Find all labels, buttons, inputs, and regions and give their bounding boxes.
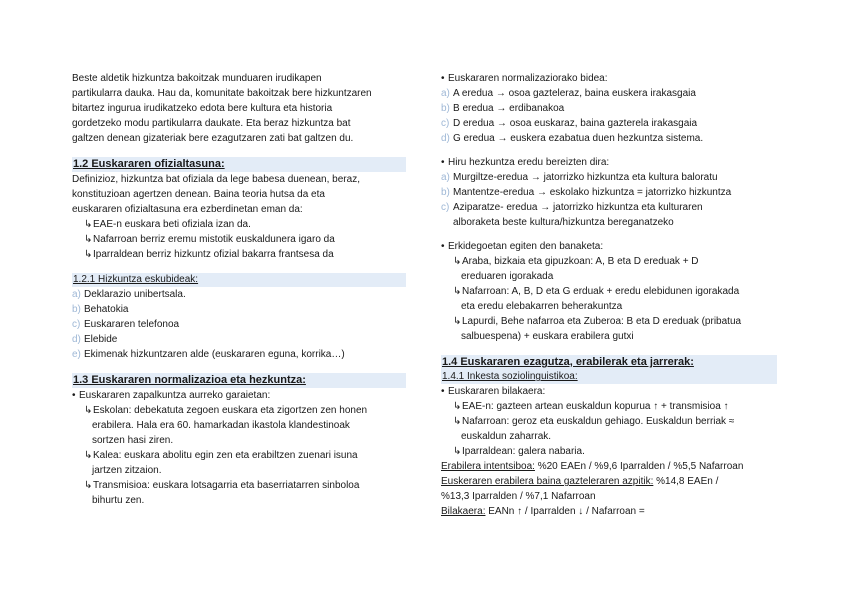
sub-arrow-icon: ↳ — [84, 450, 93, 461]
sub-arrow-icon: ↳ — [84, 219, 93, 230]
list-item-text: B eredua → erdibanakoa — [453, 103, 565, 114]
section-heading-1-2: 1.2 Euskararen ofizialtasuna: — [72, 157, 406, 172]
text-line: alboraketa beste kultura/hizkuntza bereganatzeko — [453, 217, 674, 228]
list-letter: d) — [72, 334, 81, 345]
list-item-text: Nafarroan: A, B, D eta G erduak + eredu elebidunen igorakada — [462, 286, 740, 297]
text-line: %13,3 Iparralden / %7,1 Nafarroan — [441, 491, 596, 502]
section-heading-1-4-1: 1.4.1 Inkesta soziolinguistikoa: — [441, 370, 777, 384]
list-letter: b) — [72, 304, 81, 315]
stat-line — [441, 504, 777, 519]
list-item — [441, 101, 777, 116]
list-letter: d) — [441, 133, 450, 144]
sub-arrow-icon: ↳ — [84, 234, 93, 245]
sub-arrow-icon: ↳ — [453, 446, 462, 457]
list-item-text: Murgiltze-eredua → jatorrizko hizkuntza eta kultura baloratu — [453, 172, 718, 183]
list-item-text: Eskolan: debekatuta zegoen euskara eta zigortzen zen honen — [93, 405, 368, 416]
text-line: ereduaren igorakada — [461, 271, 554, 282]
list-letter: c) — [72, 319, 81, 330]
list-item-text: Nafarroan: geroz eta euskaldun gehiago. Euskaldun berriak ≈ — [462, 416, 735, 427]
list-item-text: Araba, bizkaia eta gipuzkoan: A, B eta D ereduak + D — [462, 256, 699, 267]
text-line: jartzen zitzaion. — [92, 465, 162, 476]
list-item — [72, 302, 406, 317]
list-item — [441, 314, 777, 329]
sub-arrow-icon: ↳ — [84, 405, 93, 416]
list-item — [72, 332, 406, 347]
list-item-text: Kalea: euskara abolitu egin zen eta erabiltzen zuenari isuna — [93, 450, 358, 461]
stat-value: %20 EAEn / %9,6 Iparralden / %5,5 Nafarroan — [534, 461, 744, 472]
list-letter: b) — [441, 103, 450, 114]
list-item-text: Iparraldean: galera nabaria. — [462, 446, 585, 457]
text-line: euskararen ofizialtasuna era ezberdinetan eman da: — [72, 204, 303, 215]
list-item — [441, 185, 777, 200]
list-item — [441, 399, 777, 414]
list-letter: b) — [441, 187, 450, 198]
list-item-text: Transmisioa: euskara lotsagarria eta baserriatarren sinboloa — [93, 480, 360, 491]
list-item — [72, 448, 406, 463]
list-item-text: Mantentze-eredua → eskolako hizkuntza = jatorrizko hizkuntza — [453, 187, 732, 198]
bullet-icon: • — [441, 386, 445, 397]
stat-label: Erabilera intentsiboa: — [441, 461, 535, 472]
text-line: partikularra dauka. Hau da, komunitate bakoitzak bere hizkuntzaren — [72, 88, 372, 99]
list-item-text: EAE-n euskara beti ofiziala izan da. — [93, 219, 251, 230]
text-line: Beste aldetik hizkuntza bakoitzak munduaren irudikapen — [72, 73, 322, 84]
text-line: bihurtu zen. — [92, 495, 145, 506]
list-item-text: Nafarroan berriz eremu mistotik euskaldunera igaro da — [93, 234, 335, 245]
sub-arrow-icon: ↳ — [453, 286, 462, 297]
list-letter: a) — [72, 289, 81, 300]
list-item — [72, 232, 406, 247]
list-item — [72, 287, 406, 302]
text-line: gordetzeko modu partikularra daukate. Eta beraz hizkuntza bat — [72, 118, 351, 129]
list-lead: • Hiru hezkuntza eredu bereizten dira: — [441, 157, 610, 168]
list-letter: c) — [441, 202, 450, 213]
list-item-text: Aziparatze- eredua → jatorrizko hizkuntza eta kulturaren — [453, 202, 703, 213]
list-item-text: Behatokia — [84, 304, 129, 315]
left-column — [72, 71, 406, 508]
bullet-icon: • — [72, 390, 76, 401]
list-lead: • Euskararen zapalkuntza aurreko garaietan: — [72, 390, 271, 401]
list-item — [72, 317, 406, 332]
section-heading-1-2-1: 1.2.1 Hizkuntza eskubideak: — [72, 273, 406, 287]
stat-value: %14,8 EAEn / — [653, 476, 719, 487]
list-item-text: Euskararen telefonoa — [84, 319, 180, 330]
list-item — [441, 170, 777, 185]
text-line: galtzen denean gizateriak bere ezagutzaren zati bat galtzen du. — [72, 133, 354, 144]
section-heading-1-4: 1.4 Euskararen ezagutza, erabilerak eta jarrerak: — [441, 355, 777, 370]
text-line: bitartez ingurua irudikatzeko edota bere kultura eta historia — [72, 103, 333, 114]
list-item-text: A eredua → osoa gazteleraz, baina euskera irakasgaia — [453, 88, 696, 99]
list-item-text: Deklarazio unibertsala. — [84, 289, 186, 300]
stat-label: Bilakaera: — [441, 506, 486, 517]
list-item — [72, 217, 406, 232]
stat-label: Euskeraren erabilera baina gazteleraren azpitik: — [441, 476, 654, 487]
list-item — [441, 444, 777, 459]
stat-value: EANn ↑ / Iparralden ↓ / Nafarroan = — [485, 506, 645, 517]
text-line: eta eredu elebakarren beherakuntza — [461, 301, 623, 312]
text-line: konstituzioan agertzen denean. Baina teoria hutsa da eta — [72, 189, 325, 200]
list-item — [72, 478, 406, 493]
list-lead: • Euskararen bilakaera: — [441, 386, 546, 397]
list-item — [441, 131, 777, 146]
list-item-text: Ekimenak hizkuntzaren alde (euskararen eguna, korrika…) — [84, 349, 345, 360]
list-item-text: Elebide — [84, 334, 118, 345]
list-item — [441, 116, 777, 131]
section-heading-1-3: 1.3 Euskararen normalizazioa eta hezkuntza: — [72, 373, 406, 388]
sub-arrow-icon: ↳ — [453, 401, 462, 412]
list-item — [441, 86, 777, 101]
list-item — [72, 247, 406, 262]
text-line: sortzen hasi ziren. — [92, 435, 174, 446]
list-item — [441, 200, 777, 215]
sub-arrow-icon: ↳ — [453, 416, 462, 427]
list-item-text: G eredua → euskera ezabatua duen hezkuntza sistema. — [453, 133, 704, 144]
list-lead: • Euskararen normalizaziorako bidea: — [441, 73, 608, 84]
list-letter: c) — [441, 118, 450, 129]
text-line: euskaldun zaharrak. — [461, 431, 552, 442]
sub-arrow-icon: ↳ — [453, 256, 462, 267]
list-letter: a) — [441, 88, 450, 99]
list-item-text: Iparraldean berriz hizkuntz ofizial bakarra frantsesa da — [93, 249, 334, 260]
bullet-icon: • — [441, 241, 445, 252]
list-item-text: D eredua → osoa euskaraz, baina gazterela irakasgaia — [453, 118, 698, 129]
sub-arrow-icon: ↳ — [453, 316, 462, 327]
sub-arrow-icon: ↳ — [84, 480, 93, 491]
stat-line — [441, 474, 777, 489]
list-item — [441, 414, 777, 429]
list-letter: a) — [441, 172, 450, 183]
bullet-icon: • — [441, 73, 445, 84]
right-column — [441, 71, 777, 519]
intro-paragraph — [72, 71, 406, 146]
list-item — [72, 347, 406, 362]
sub-arrow-icon: ↳ — [84, 249, 93, 260]
list-item — [72, 403, 406, 418]
list-item-text: Lapurdi, Behe nafarroa eta Zuberoa: B eta D ereduak (pribatua — [462, 316, 742, 327]
list-letter: e) — [72, 349, 81, 360]
text-line: salbuespena) + euskara erabilera gutxi — [461, 331, 634, 342]
stat-line — [441, 459, 777, 474]
list-lead: • Erkidegoetan egiten den banaketa: — [441, 241, 604, 252]
list-item-text: EAE-n: gazteen artean euskaldun kopurua ↑ + transmisioa ↑ — [462, 401, 729, 412]
text-line: erabilera. Hala era 60. hamarkadan ikastola klandestinoak — [92, 420, 350, 431]
bullet-icon: • — [441, 157, 445, 168]
text-line: Definizioz, hizkuntza bat ofiziala da lege babesa duenean, beraz, — [72, 174, 360, 185]
list-item — [441, 284, 777, 299]
list-item — [441, 254, 777, 269]
